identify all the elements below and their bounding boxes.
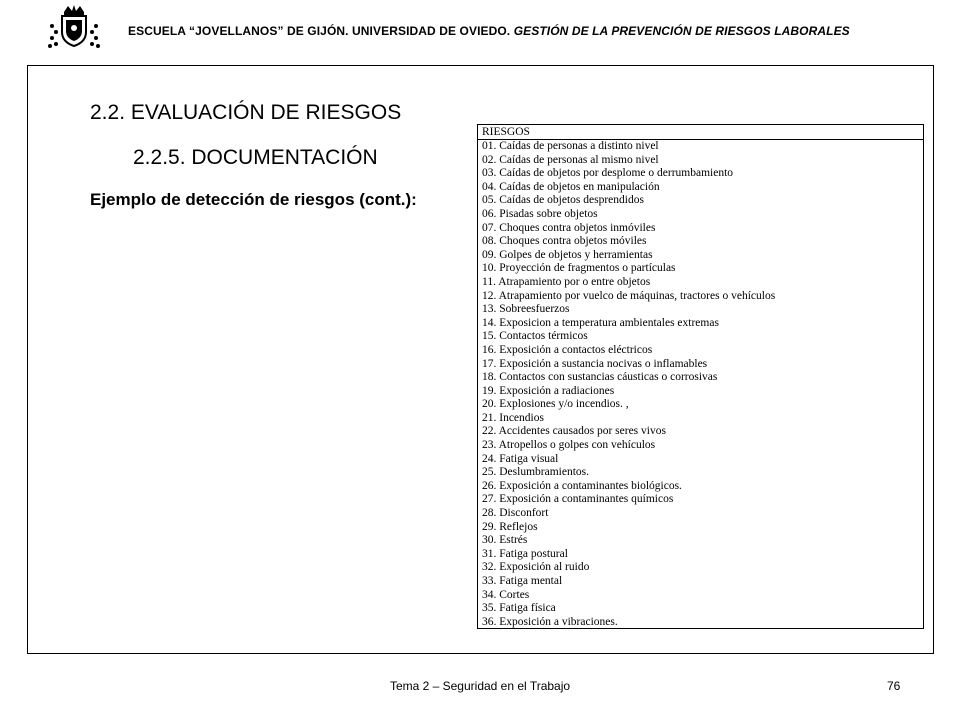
risk-item: 21. Incendios <box>482 411 544 424</box>
risk-item: 33. Fatiga mental <box>482 575 563 587</box>
risk-item: 28. Disconfort <box>482 507 549 520</box>
risk-item: 26. Exposición a contaminantes biológicos. <box>482 479 682 492</box>
risk-item: 07. Choques contra objetos inmóviles <box>482 221 656 234</box>
risk-item: 15. Contactos térmicos <box>482 330 588 343</box>
risk-item: 31. Fatiga postural <box>482 547 568 560</box>
risk-item: 23. Atropellos o golpes con vehículos <box>482 439 656 452</box>
university-crest-icon <box>46 4 102 50</box>
risk-item: 30. Estrés <box>482 534 528 547</box>
risk-item: 11. Atrapamiento por o entre objetos <box>482 275 651 288</box>
footer-text: Tema 2 – Seguridad en el Trabajo <box>389 679 571 693</box>
risk-item: 27. Exposición a contaminantes químicos <box>482 493 674 506</box>
risk-item: 19. Exposición a radiaciones <box>482 384 615 397</box>
risk-item: 04. Caídas de objetos en manipulación <box>482 180 660 193</box>
risk-item: 17. Exposición a sustancia nocivas o inflamables <box>482 357 708 370</box>
risk-item: 32. Exposición al ruido <box>482 561 590 574</box>
header-course: GESTIÓN DE LA PREVENCIÓN DE RIESGOS LABORALES <box>513 24 850 38</box>
page-header <box>128 24 928 38</box>
risk-item: 09. Golpes de objetos y herramientas <box>482 248 653 261</box>
risk-item: 02. Caídas de personas al mismo nivel <box>482 153 659 166</box>
risk-item: 29. Reflejos <box>482 520 538 533</box>
risk-item: 36. Exposición a vibraciones. <box>482 615 618 628</box>
risk-table-header: RIESGOS <box>478 125 923 140</box>
risk-table <box>477 124 924 629</box>
risk-item: 34. Cortes <box>482 588 530 601</box>
risk-item: 25. Deslumbramientos. <box>482 466 589 479</box>
risk-item: 05. Caídas de objetos desprendidos <box>482 194 644 207</box>
risk-item: 24. Fatiga visual <box>482 452 559 465</box>
risk-item: 13. Sobreesfuerzos <box>482 303 570 316</box>
example-heading: Ejemplo de detección de riesgos (cont.): <box>90 190 417 209</box>
risk-item: 12. Atrapamiento por vuelco de máquinas, tractores o vehículos <box>482 289 776 302</box>
risk-item: 03. Caídas de objetos por desplome o derrumbamiento <box>482 167 734 180</box>
risk-item: 06. Pisadas sobre objetos <box>482 207 598 220</box>
risk-item: 20. Explosiones y/o incendios. , <box>482 398 629 411</box>
risk-item: 16. Exposición a contactos eléctricos <box>482 343 653 356</box>
risk-item: 22. Accidentes causados por seres vivos <box>482 425 666 438</box>
risk-list <box>478 140 923 629</box>
risk-item: 35. Fatiga física <box>482 602 556 615</box>
section-title: 2.2. EVALUACIÓN DE RIESGOS <box>90 101 402 124</box>
risk-item: 08. Choques contra objetos móviles <box>482 235 647 248</box>
risk-item: 14. Exposicion a temperatura ambientales extremas <box>482 316 719 329</box>
header-institution: ESCUELA “JOVELLANOS” DE GIJÓN. UNIVERSIDAD DE OVIEDO. <box>128 24 511 38</box>
risk-item: 10. Proyección de fragmentos o partículas <box>482 262 676 275</box>
page-number: 76 <box>887 679 901 693</box>
risk-item: 18. Contactos con sustancias cáusticas o corrosivas <box>482 371 718 384</box>
risk-item: 01. Caídas de personas a distinto nivel <box>482 140 659 152</box>
section-subtitle: 2.2.5. DOCUMENTACIÓN <box>133 146 378 169</box>
